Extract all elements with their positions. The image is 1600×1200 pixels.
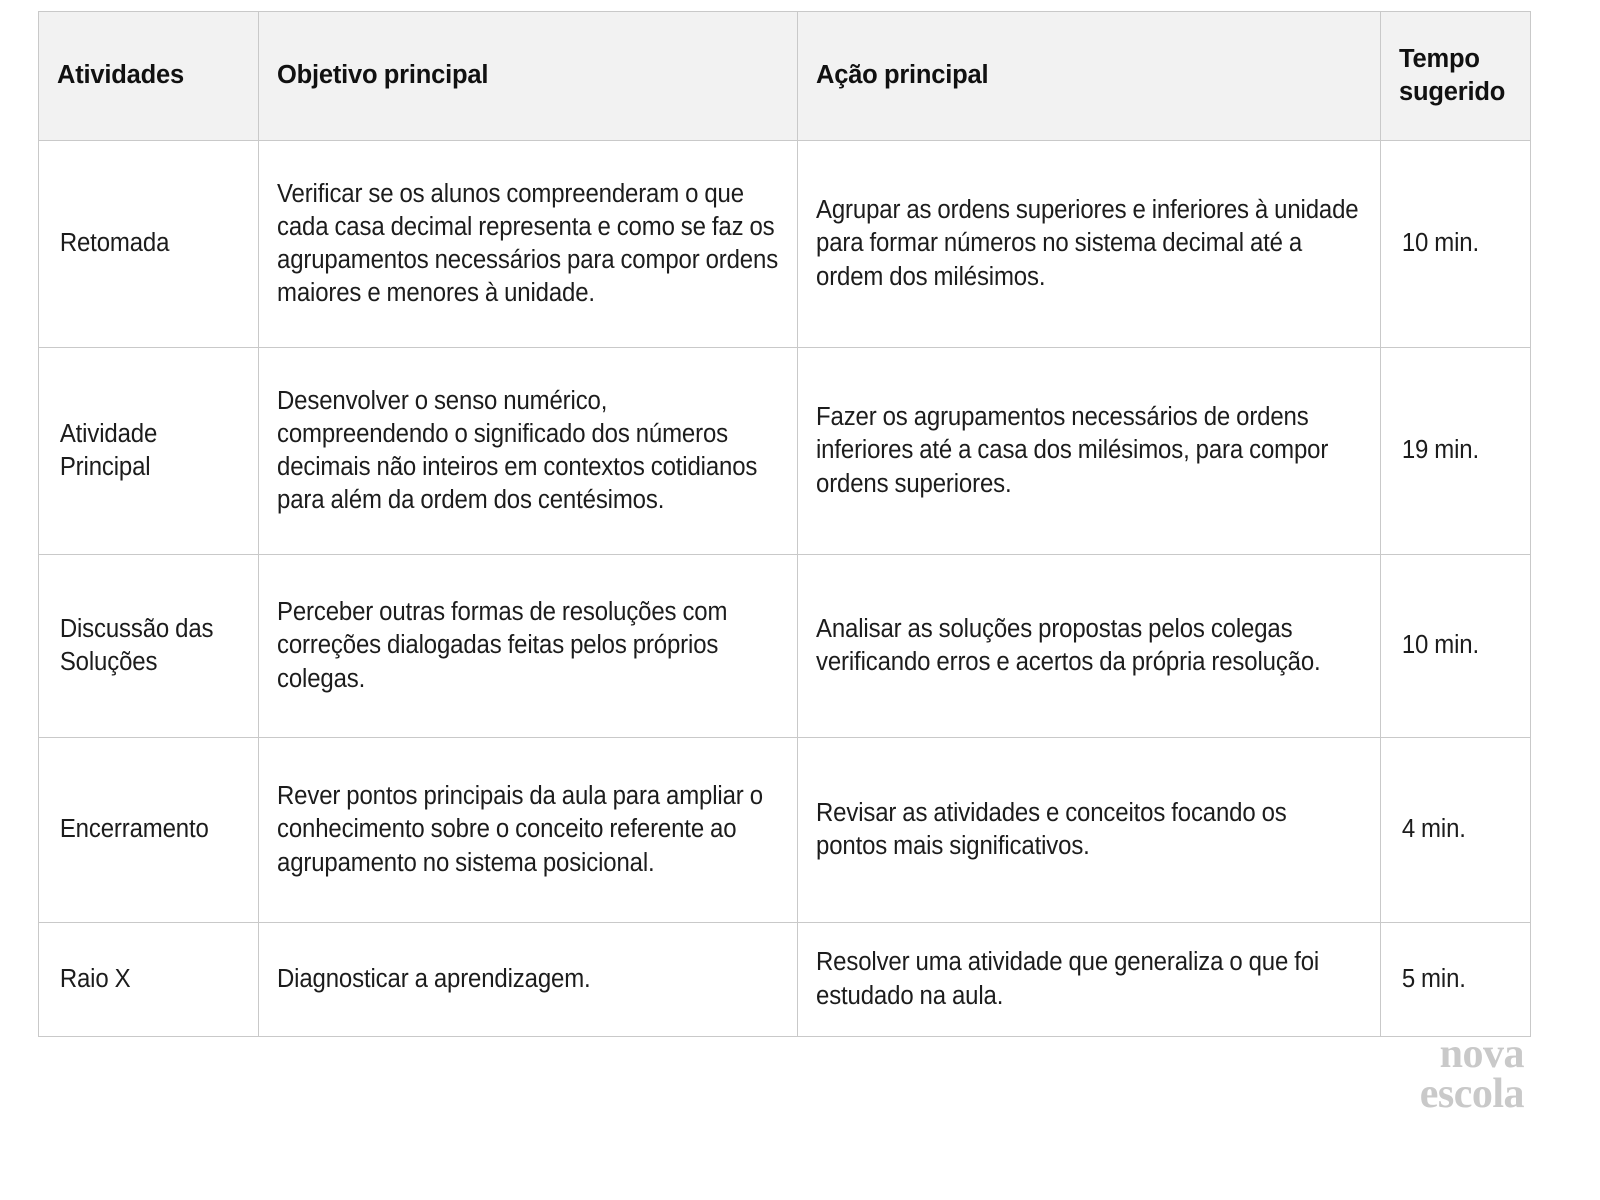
objetivo-text: Verificar se os alunos compreenderam o que cada casa decimal representa e como se faz os agrupamentos necessários para compor ordens maiores e menores à unidade. — [277, 179, 779, 308]
cell-atividade — [39, 555, 259, 738]
atividade-name: Raio X — [59, 964, 131, 993]
tempo-value: 5 min. — [1401, 964, 1466, 993]
atividade-name: Encerramento — [59, 815, 209, 844]
table-row — [39, 348, 1531, 555]
cell-objetivo — [259, 738, 798, 923]
column-header-atividades — [39, 12, 259, 141]
cell-tempo — [1381, 923, 1531, 1037]
cell-tempo — [1381, 348, 1531, 555]
objetivo-text: Perceber outras formas de resoluções com correções dialogadas feitas pelos próprios colegas. — [277, 598, 728, 693]
cell-tempo — [1381, 738, 1531, 923]
cell-acao — [798, 348, 1381, 555]
cell-atividade — [39, 348, 259, 555]
cell-objetivo — [259, 555, 798, 738]
objetivo-text: Rever pontos principais da aula para ampliar o conhecimento sobre o conceito referente ao agrupamento no sistema posicional. — [277, 782, 763, 877]
cell-acao — [798, 923, 1381, 1037]
objetivo-text: Diagnosticar a aprendizagem. — [277, 964, 591, 993]
cell-atividade — [39, 923, 259, 1037]
table-header-row — [39, 12, 1531, 141]
table-body — [39, 141, 1531, 1037]
acao-text: Resolver uma atividade que generaliza o que foi estudado na aula. — [816, 948, 1320, 1010]
table-header — [39, 12, 1531, 141]
cell-tempo — [1381, 141, 1531, 348]
column-header-acao-principal-label: Ação principal — [816, 61, 989, 90]
column-header-tempo-sugerido-line2: sugerido — [1399, 78, 1506, 106]
tempo-value: 10 min. — [1401, 229, 1479, 258]
cell-acao — [798, 141, 1381, 348]
table-row — [39, 738, 1531, 923]
activities-table — [38, 11, 1531, 1037]
column-header-objetivo-principal-label: Objetivo principal — [277, 61, 489, 90]
cell-atividade — [39, 738, 259, 923]
cell-objetivo — [259, 348, 798, 555]
cell-acao — [798, 555, 1381, 738]
tempo-value: 10 min. — [1401, 631, 1479, 660]
objetivo-text: Desenvolver o senso numérico, compreendendo o significado dos números decimais não inteiros em contextos cotidianos para além da ordem dos centésimos. — [277, 386, 758, 515]
atividade-name: Retomada — [59, 229, 170, 258]
column-header-tempo-sugerido-line1: Tempo — [1399, 44, 1480, 73]
tempo-value: 19 min. — [1401, 436, 1479, 465]
column-header-tempo-sugerido — [1381, 12, 1531, 141]
atividade-name: Discussão das Soluções — [59, 614, 214, 676]
cell-atividade — [39, 141, 259, 348]
table-row — [39, 923, 1531, 1037]
nova-escola-logo — [1374, 1031, 1524, 1118]
nova-escola-logo-line1: nova — [1439, 1031, 1524, 1077]
column-header-objetivo-principal — [259, 12, 798, 141]
acao-text: Analisar as soluções propostas pelos colegas verificando erros e acertos da própria resolução. — [816, 614, 1321, 676]
atividade-name: Atividade Principal — [59, 419, 158, 481]
table-row — [39, 555, 1531, 738]
acao-text: Revisar as atividades e conceitos focando os pontos mais significativos. — [816, 798, 1287, 860]
nova-escola-logo-line2: escola — [1419, 1071, 1524, 1118]
column-header-acao-principal — [798, 12, 1381, 141]
tempo-value: 4 min. — [1401, 815, 1466, 844]
acao-text: Fazer os agrupamentos necessários de ordens inferiores até a casa dos milésimos, para compor ordens superiores. — [816, 403, 1329, 498]
acao-text: Agrupar as ordens superiores e inferiores à unidade para formar números no sistema decimal até a ordem dos milésimos. — [816, 196, 1359, 291]
cell-objetivo — [259, 923, 798, 1037]
cell-acao — [798, 738, 1381, 923]
cell-tempo — [1381, 555, 1531, 738]
table-row — [39, 141, 1531, 348]
cell-objetivo — [259, 141, 798, 348]
column-header-atividades-label: Atividades — [57, 61, 184, 90]
